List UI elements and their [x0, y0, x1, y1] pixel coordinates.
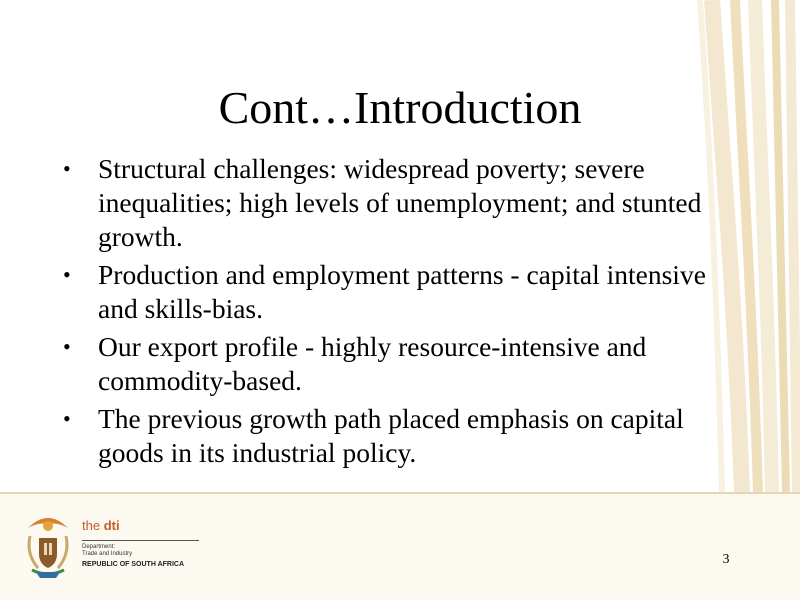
bullet-marker: • [63, 156, 71, 181]
bullet-marker: • [63, 334, 71, 359]
dti-logo [22, 510, 212, 580]
bullet-list [60, 152, 730, 474]
bullet-text: Structural challenges: widespread poverty; severe inequalities; high levels of unemployment; and stunted growth. [98, 153, 702, 252]
bullet-item [60, 152, 730, 254]
page-number: 3 [722, 552, 730, 567]
bullet-marker: • [63, 406, 71, 431]
dti-brand [82, 518, 120, 533]
footer-divider [0, 492, 800, 494]
brand-name: dti [103, 518, 120, 533]
brand-prefix: the [82, 518, 104, 533]
bullet-marker: • [63, 262, 71, 287]
bullet-text: The previous growth path placed emphasis on capital goods in its industrial policy. [98, 403, 684, 468]
bullet-item [60, 402, 730, 470]
department-line-2: Trade and Industry [82, 551, 133, 557]
logo-rule [82, 540, 199, 541]
department-label [82, 544, 132, 558]
south-africa-coat-of-arms-icon [22, 510, 74, 580]
bullet-text: Our export profile - highly resource-intensive and commodity-based. [98, 331, 647, 396]
bullet-item [60, 258, 730, 326]
slide-title: Cont…Introduction [218, 82, 582, 133]
department-line-1: Department: [82, 544, 116, 550]
bullet-item [60, 330, 730, 398]
country-label: REPUBLIC OF SOUTH AFRICA [82, 561, 185, 568]
bullet-text: Production and employment patterns - capital intensive and skills-bias. [98, 259, 706, 324]
